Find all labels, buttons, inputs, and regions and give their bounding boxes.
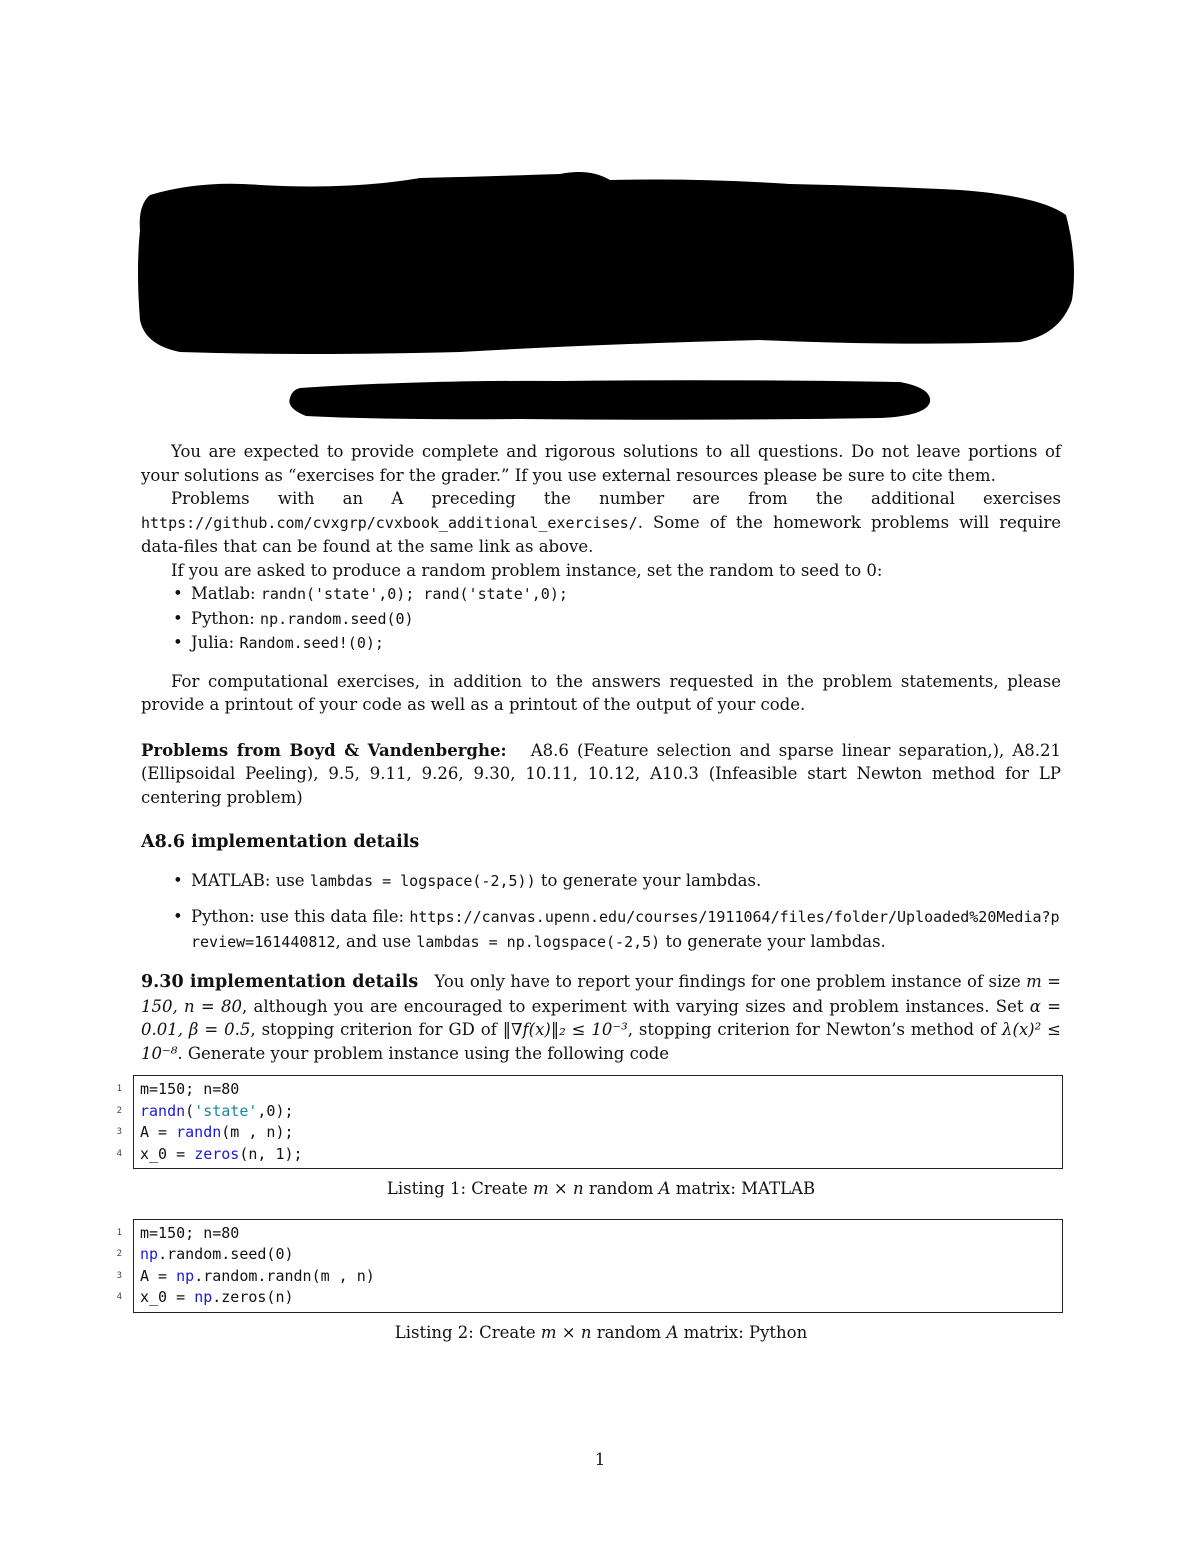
seed-label: Matlab: — [191, 584, 261, 603]
listing-2-caption — [141, 1321, 1061, 1345]
data-file-link[interactable]: https://canvas.upenn.edu/courses/1911064/files/folder/Uploaded%20Media?preview=161440812 — [191, 908, 1060, 951]
line-number: 2 — [116, 1105, 122, 1116]
additional-exercises-link[interactable]: https://github.com/cvxgrp/cvxbook_additional_exercises/ — [141, 513, 638, 532]
s930-text: , stopping criterion for Newton’s method of — [627, 1020, 1002, 1039]
a86-item-python — [141, 905, 1061, 954]
seed-label: Julia: — [191, 633, 240, 652]
code-line — [116, 1287, 1062, 1309]
a86-item2-suffix: to generate your lambdas. — [660, 931, 886, 951]
intro-paragraph-2 — [141, 487, 1061, 559]
caption-text: Listing 1: Create — [386, 1179, 534, 1198]
s930-math: ‖∇f(x)‖₂ ≤ 10⁻³ — [502, 1020, 628, 1039]
s930-text: You only have to report your findings for one problem instance of size — [434, 972, 1027, 991]
code-keyword: randn — [176, 1123, 222, 1141]
code-text: x_0 = — [140, 1288, 195, 1306]
intro-paragraph-3: If you are asked to produce a random problem instance, set the random to seed to 0: — [171, 560, 883, 580]
caption-math: m × n — [533, 1179, 584, 1198]
listing-matlab-code — [116, 1075, 1063, 1169]
redacted-title-block — [138, 172, 1074, 354]
seed-item-julia — [141, 631, 1061, 656]
code-text: x_0 = — [140, 1144, 195, 1163]
s930-math: α = 0.01, β = 0.5 — [141, 996, 1061, 1039]
s930-title: 9.30 implementation details — [141, 972, 419, 992]
caption-text: random — [583, 1179, 659, 1198]
a86-section-title: A8.6 implementation details — [141, 832, 420, 852]
intro-p2-suffix: . Some of the homework problems will require data-files that can be found at the same link as above. — [141, 512, 1061, 556]
code-text: m=150; n=80 — [140, 1080, 240, 1098]
caption-text: Listing 2: Create — [394, 1322, 541, 1342]
line-number: 1 — [116, 1227, 122, 1238]
s930-math: m = 150, n = 80 — [141, 972, 1061, 1016]
code-line — [116, 1122, 1062, 1144]
redacted-subtitle-line — [289, 380, 930, 420]
code-line — [116, 1223, 1062, 1245]
redaction-marks — [0, 0, 1200, 430]
caption-text: matrix: MATLAB — [670, 1179, 816, 1198]
listing-python-code — [116, 1219, 1063, 1313]
line-number: 4 — [116, 1292, 122, 1302]
code-text: (m , n); — [221, 1123, 294, 1141]
s930-text: , stopping criterion for GD of — [250, 1020, 503, 1039]
code-text: ( — [185, 1101, 195, 1120]
seed-label: Python: — [191, 608, 261, 628]
caption-math: A — [666, 1322, 679, 1342]
code-line — [116, 1101, 1062, 1123]
code-text: A = — [140, 1123, 177, 1141]
problems-paragraph — [141, 739, 1061, 810]
s930-paragraph — [141, 970, 1061, 1065]
code-text: .zeros(n) — [212, 1288, 294, 1306]
document-body — [116, 440, 1061, 1344]
intro-p2-prefix: Problems with an A preceding the number are from the additional exercises — [171, 489, 1061, 508]
s930-text: , although you are encouraged to experiment with varying sizes and problem instances. Set — [241, 996, 1030, 1016]
code-text: A = — [140, 1266, 177, 1285]
a86-item1-code: lambdas = logspace(-2,5)) — [309, 871, 536, 890]
a86-item-matlab — [141, 869, 1061, 894]
code-keyword: np — [140, 1245, 159, 1263]
code-text: .random.randn(m , n) — [194, 1266, 375, 1285]
code-text: m=150; n=80 — [140, 1223, 240, 1242]
code-text: (n, 1); — [239, 1144, 303, 1163]
code-text: .random.seed(0) — [158, 1245, 294, 1263]
code-keyword: randn — [140, 1101, 186, 1120]
a86-item2-code: lambdas = np.logspace(-2,5) — [416, 932, 661, 951]
code-line — [116, 1079, 1062, 1101]
seed-code: np.random.seed(0) — [260, 609, 414, 628]
s930-math: λ(x)² ≤ 10⁻⁸ — [141, 1020, 1061, 1063]
code-line — [116, 1266, 1062, 1288]
a86-list — [141, 869, 1061, 955]
a86-item1-suffix: to generate your lambdas. — [535, 870, 762, 890]
a86-item2-prefix: Python: use this data file: — [191, 907, 410, 926]
listing-1-caption — [141, 1177, 1061, 1201]
code-line — [116, 1244, 1062, 1266]
code-text: ,0); — [257, 1101, 294, 1120]
s930-text: . Generate your problem instance using the following code — [177, 1043, 670, 1063]
line-number: 1 — [116, 1084, 122, 1094]
code-keyword: zeros — [194, 1144, 240, 1163]
problems-heading: Problems from Boyd & Vandenberghe: — [141, 740, 507, 760]
line-number: 4 — [116, 1148, 122, 1159]
intro-paragraph-4: For computational exercises, in addition to the answers requested in the problem statements, please provide a printout of your code as well as a printout of the output of your code. — [141, 671, 1061, 714]
code-string: 'state' — [194, 1101, 258, 1120]
caption-math: m × n — [540, 1322, 592, 1342]
caption-text: random — [591, 1322, 667, 1342]
seed-item-matlab — [141, 582, 1061, 607]
code-line — [116, 1144, 1062, 1166]
a86-item1-prefix: MATLAB: use — [191, 870, 310, 890]
caption-math: A — [658, 1179, 671, 1198]
seed-item-python — [141, 607, 1061, 632]
line-number: 2 — [116, 1249, 122, 1259]
code-keyword: np — [176, 1266, 195, 1285]
seed-list — [141, 582, 1061, 656]
line-number: 3 — [116, 1270, 122, 1281]
line-number: 3 — [116, 1127, 122, 1137]
a86-item2-mid: , and use — [335, 931, 417, 951]
code-keyword: np — [194, 1288, 213, 1306]
caption-text: matrix: Python — [678, 1322, 808, 1342]
page-number: 1 — [594, 1450, 606, 1469]
intro-paragraph-1: You are expected to provide complete and rigorous solutions to all questions. Do not leave portions of your solutions as “exercises for the grader.” If you use external resources please be sure to cite them. — [141, 442, 1061, 485]
seed-code: Random.seed!(0); — [239, 634, 384, 652]
seed-code: randn('state',0); rand('state',0); — [260, 585, 568, 603]
problems-list: A8.6 (Feature selection and sparse linear separation,), A8.21 (Ellipsoidal Peeling), 9.5, 9.11, 9.26, 9.30, 10.11, 10.12, A10.3 (Infeasible start Newton method for LP centering problem) — [141, 740, 1061, 807]
